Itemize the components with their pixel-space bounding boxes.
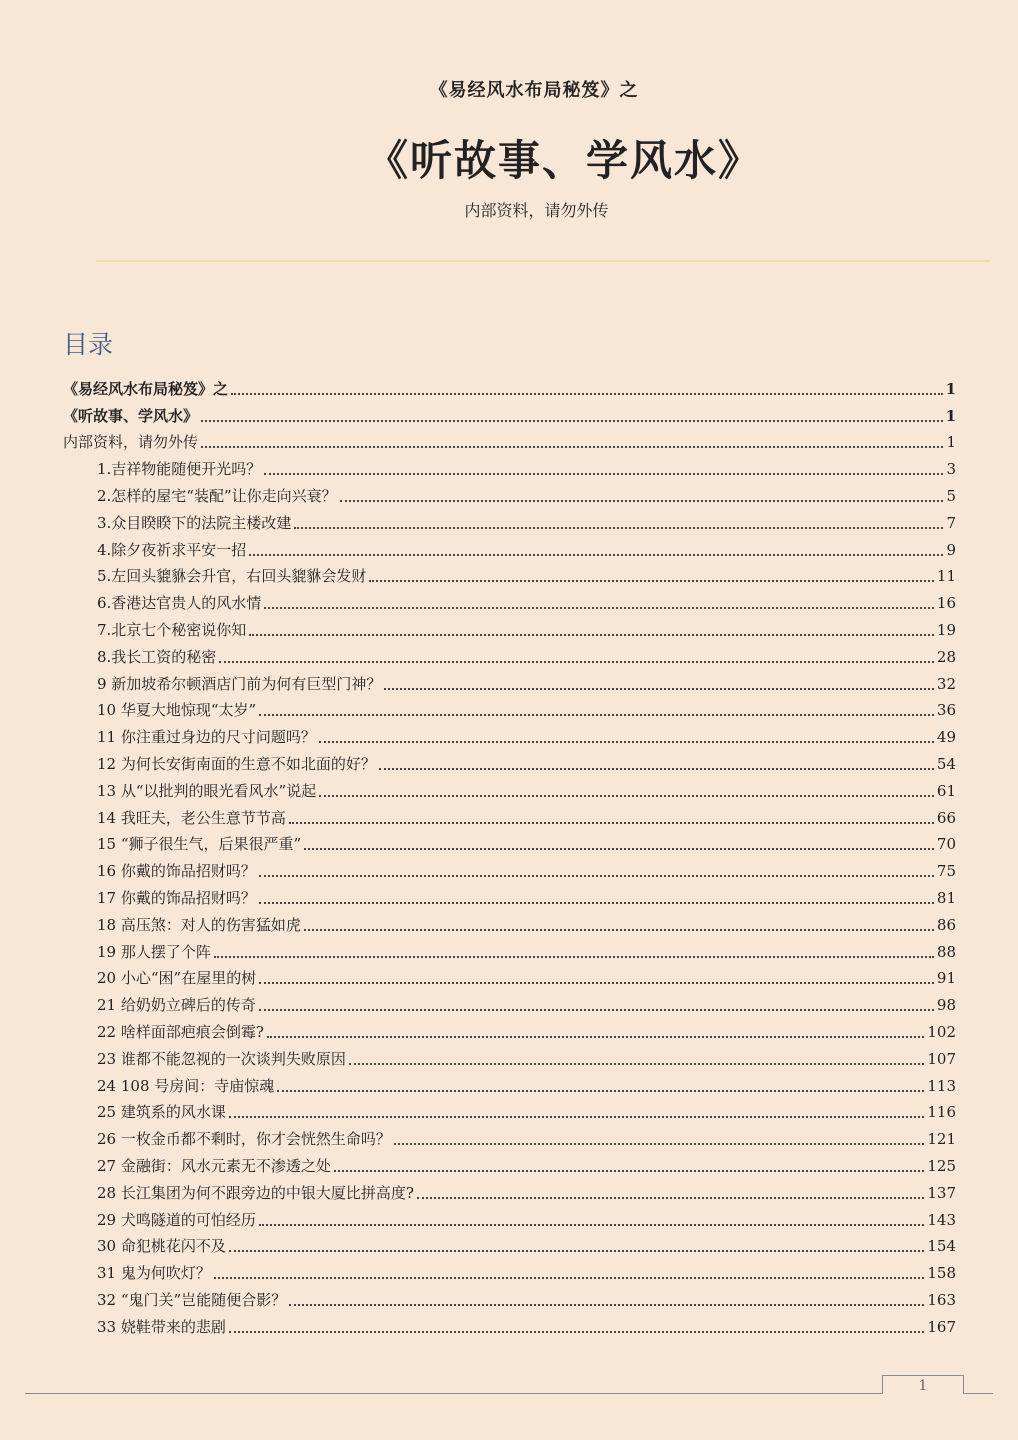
toc-entry-label: 19 那人摆了个阵 — [97, 942, 211, 961]
subtitle: 内部资料，请勿外传 — [464, 201, 609, 220]
toc-entry-page: 102 — [927, 1022, 956, 1041]
toc-entry-label: 6.香港达官贵人的风水情 — [97, 594, 262, 613]
toc-entry-label: 26 一枚金币都不剩时，你才会恍然生命吗？ — [97, 1130, 391, 1149]
toc-dot-leader — [369, 580, 934, 582]
toc-entry-label: 31 鬼为何吹灯？ — [97, 1264, 211, 1283]
toc-entry[interactable] — [63, 962, 956, 989]
toc-dot-leader — [340, 500, 943, 502]
toc-entry[interactable] — [63, 854, 956, 881]
toc-entry-label: 12 为何长安街南面的生意不如北面的好？ — [97, 754, 376, 773]
toc-dot-leader — [304, 929, 934, 931]
toc-entry[interactable] — [63, 1176, 956, 1203]
toc-entry[interactable] — [63, 1203, 956, 1230]
toc-entry-page: 98 — [936, 996, 956, 1015]
toc-entry[interactable] — [63, 560, 956, 587]
toc-entry[interactable] — [63, 586, 956, 613]
toc-entry-label: 14 我旺夫，老公生意节节高 — [97, 808, 286, 827]
toc-entry[interactable] — [63, 747, 956, 774]
toc-entry-label: 3.众目睽睽下的法院主楼改建 — [97, 513, 292, 532]
toc-entry[interactable] — [63, 479, 956, 506]
toc-entry-page: 1 — [946, 433, 956, 452]
toc-entry-label: 7.北京七个秘密说你知 — [97, 620, 247, 639]
toc-dot-leader — [264, 607, 934, 609]
toc-dot-leader — [289, 1304, 924, 1306]
toc-entry-label: 10 华夏大地惊现“太岁” — [97, 701, 257, 720]
toc-entry-page: 125 — [927, 1156, 956, 1175]
toc-entry[interactable] — [63, 774, 956, 801]
toc-entry-page: 7 — [946, 513, 956, 532]
main-title: 《听故事、学风水》 — [365, 136, 762, 185]
toc-entry-page: 1 — [945, 379, 956, 398]
toc-entry-label: 32 “鬼门关”岂能随便合影？ — [97, 1290, 287, 1309]
toc-entry[interactable] — [63, 506, 956, 533]
toc-dot-leader — [231, 393, 943, 395]
toc-dot-leader — [201, 420, 943, 422]
toc-entry-label: 《易经风水布局秘笈》之 — [63, 379, 229, 398]
toc-entry-label: 1.吉祥物能随便开光吗？ — [97, 460, 262, 479]
toc-dot-leader — [277, 1090, 924, 1092]
toc-entry[interactable] — [63, 426, 956, 453]
toc-entry-page: 16 — [936, 594, 956, 613]
toc-entry-page: 167 — [927, 1317, 956, 1336]
toc-entry[interactable] — [63, 881, 956, 908]
toc-dot-leader — [264, 473, 943, 475]
toc-entry[interactable] — [63, 1230, 956, 1257]
toc-dot-leader — [259, 1224, 925, 1226]
toc-entry-page: 121 — [927, 1130, 956, 1149]
toc-entry-page: 61 — [936, 781, 956, 800]
toc-entry[interactable] — [63, 667, 956, 694]
toc-entry-label: 2.怎样的屋宅“装配”让你走向兴衰？ — [97, 486, 337, 505]
toc-dot-leader — [214, 956, 934, 958]
toc-entry-label: 11 你注重过身边的尺寸问题吗？ — [97, 728, 316, 747]
toc-entry-page: 158 — [927, 1264, 956, 1283]
toc-entry[interactable] — [63, 1149, 956, 1176]
toc-entry-page: 107 — [927, 1049, 956, 1068]
toc-entry-page: 28 — [936, 647, 956, 666]
toc-entry-page: 154 — [927, 1237, 956, 1256]
toc-entry-label: 21 给奶奶立碑后的传奇 — [97, 996, 256, 1015]
toc-entry-page: 163 — [927, 1290, 956, 1309]
toc-entry-label: 5.左回头貔貅会升官，右回头貔貅会发财 — [97, 567, 367, 586]
toc-entry-page: 32 — [936, 674, 956, 693]
toc-dot-leader — [219, 661, 934, 663]
toc-dot-leader — [229, 1116, 925, 1118]
toc-entry-label: 23 谁都不能忽视的一次谈判失败原因 — [97, 1049, 346, 1068]
toc-dot-leader — [229, 1250, 925, 1252]
toc-entry-page: 49 — [936, 728, 956, 747]
toc-entry-page: 113 — [927, 1076, 956, 1095]
toc-entry-page: 88 — [936, 942, 956, 961]
toc-entry[interactable] — [63, 1015, 956, 1042]
toc-entry-page: 54 — [936, 754, 956, 773]
toc-dot-leader — [214, 1277, 925, 1279]
toc-entry[interactable] — [63, 828, 956, 855]
toc-dot-leader — [319, 741, 934, 743]
toc-entry-label: 4.除夕夜祈求平安一招 — [97, 540, 247, 559]
toc-entry-page: 1 — [945, 406, 956, 425]
toc-dot-leader — [417, 1197, 924, 1199]
toc-dot-leader — [229, 1331, 925, 1333]
toc-entry[interactable] — [63, 694, 956, 721]
toc-entry-label: 24 108 号房间：寺庙惊魂 — [97, 1076, 275, 1095]
toc-entry-page: 3 — [946, 460, 956, 479]
toc-entry-page: 36 — [936, 701, 956, 720]
toc-entry-page: 9 — [946, 540, 956, 559]
toc-entry[interactable] — [63, 533, 956, 560]
toc-entry-label: 22 啥样面部疤痕会倒霉? — [97, 1022, 264, 1041]
toc-entry-page: 143 — [927, 1210, 956, 1229]
toc-entry[interactable] — [63, 613, 956, 640]
toc-entry[interactable] — [63, 988, 956, 1015]
toc-entry-page: 91 — [936, 969, 956, 988]
toc-entry-label: 8.我长工资的秘密 — [97, 647, 217, 666]
toc-dot-leader — [249, 634, 934, 636]
toc-entry[interactable] — [63, 1096, 956, 1123]
toc-entry[interactable] — [63, 908, 956, 935]
toc-entry-label: 13 从“以批判的眼光看风水”说起 — [97, 781, 317, 800]
toc-dot-leader — [259, 982, 934, 984]
toc-entry[interactable] — [63, 1069, 956, 1096]
toc-entry-page: 66 — [936, 808, 956, 827]
toc-dot-leader — [394, 1143, 925, 1145]
toc-dot-leader — [384, 688, 934, 690]
toc-entry-label: 28 长江集团为何不跟旁边的中银大厦比拼高度? — [97, 1183, 414, 1202]
toc-entry-label: 33 娆鞋带来的悲剧 — [97, 1317, 226, 1336]
toc-entry[interactable] — [63, 720, 956, 747]
toc-entry[interactable] — [63, 1256, 956, 1283]
toc-heading: 目录 — [63, 330, 114, 359]
toc-entry-label: 30 命犯桃花闪不及 — [97, 1237, 226, 1256]
toc-dot-leader — [294, 527, 943, 529]
page-number: 1 — [918, 1378, 928, 1394]
toc-entry-label: 29 犬鸣隧道的可怕经历 — [97, 1210, 256, 1229]
toc-entry-page: 116 — [927, 1103, 956, 1122]
toc-entry-page: 11 — [936, 567, 956, 586]
toc-entry[interactable] — [63, 399, 956, 426]
toc-entry[interactable] — [63, 801, 956, 828]
toc-dot-leader — [267, 1036, 924, 1038]
toc-entry-label: 16 你戴的饰品招财吗？ — [97, 862, 256, 881]
toc-entry-page: 81 — [936, 888, 956, 907]
toc-entry-label: 17 你戴的饰品招财吗？ — [97, 888, 256, 907]
toc-dot-leader — [334, 1170, 925, 1172]
toc-dot-leader — [319, 795, 934, 797]
toc-entry-page: 19 — [936, 620, 956, 639]
toc-entry[interactable] — [63, 372, 956, 399]
toc-entry-label: 27 金融街：风水元素无不渗透之处 — [97, 1156, 331, 1175]
toc-dot-leader — [259, 875, 934, 877]
toc-dot-leader — [259, 1009, 934, 1011]
toc-dot-leader — [201, 446, 943, 448]
toc-entry-label: 18 高压煞：对人的伤害猛如虎 — [97, 915, 301, 934]
toc-entry-page: 70 — [936, 835, 956, 854]
toc-entry-page: 75 — [936, 862, 956, 881]
toc-dot-leader — [379, 768, 934, 770]
toc-entry-label: 25 建筑系的风水课 — [97, 1103, 226, 1122]
toc-dot-leader — [259, 902, 934, 904]
toc-entry[interactable] — [63, 1283, 956, 1310]
toc-entry-label: 内部资料，请勿外传 — [63, 433, 199, 452]
header-divider — [96, 260, 990, 262]
toc-entry[interactable] — [63, 640, 956, 667]
toc-entry-page: 86 — [936, 915, 956, 934]
footer-divider — [25, 1393, 993, 1394]
toc-entry-label: 9 新加坡希尔顿酒店门前为何有巨型门神？ — [97, 674, 382, 693]
toc-entry[interactable] — [63, 452, 956, 479]
toc-entry[interactable] — [63, 1042, 956, 1069]
table-of-contents — [63, 372, 956, 1337]
toc-entry-page: 137 — [927, 1183, 956, 1202]
toc-entry-label: 《听故事、学风水》 — [63, 406, 199, 425]
toc-entry[interactable] — [63, 1122, 956, 1149]
toc-entry[interactable] — [63, 935, 956, 962]
toc-dot-leader — [249, 554, 943, 556]
series-title: 《易经风水布局秘笈》之 — [429, 80, 639, 101]
toc-dot-leader — [304, 848, 934, 850]
toc-entry-page: 5 — [946, 486, 956, 505]
toc-dot-leader — [259, 714, 934, 716]
toc-entry[interactable] — [63, 1310, 956, 1337]
toc-entry-label: 20 小心“困”在屋里的树 — [97, 969, 257, 988]
toc-dot-leader — [349, 1063, 925, 1065]
toc-entry-label: 15 “狮子很生气，后果很严重” — [97, 835, 302, 854]
toc-dot-leader — [289, 822, 934, 824]
